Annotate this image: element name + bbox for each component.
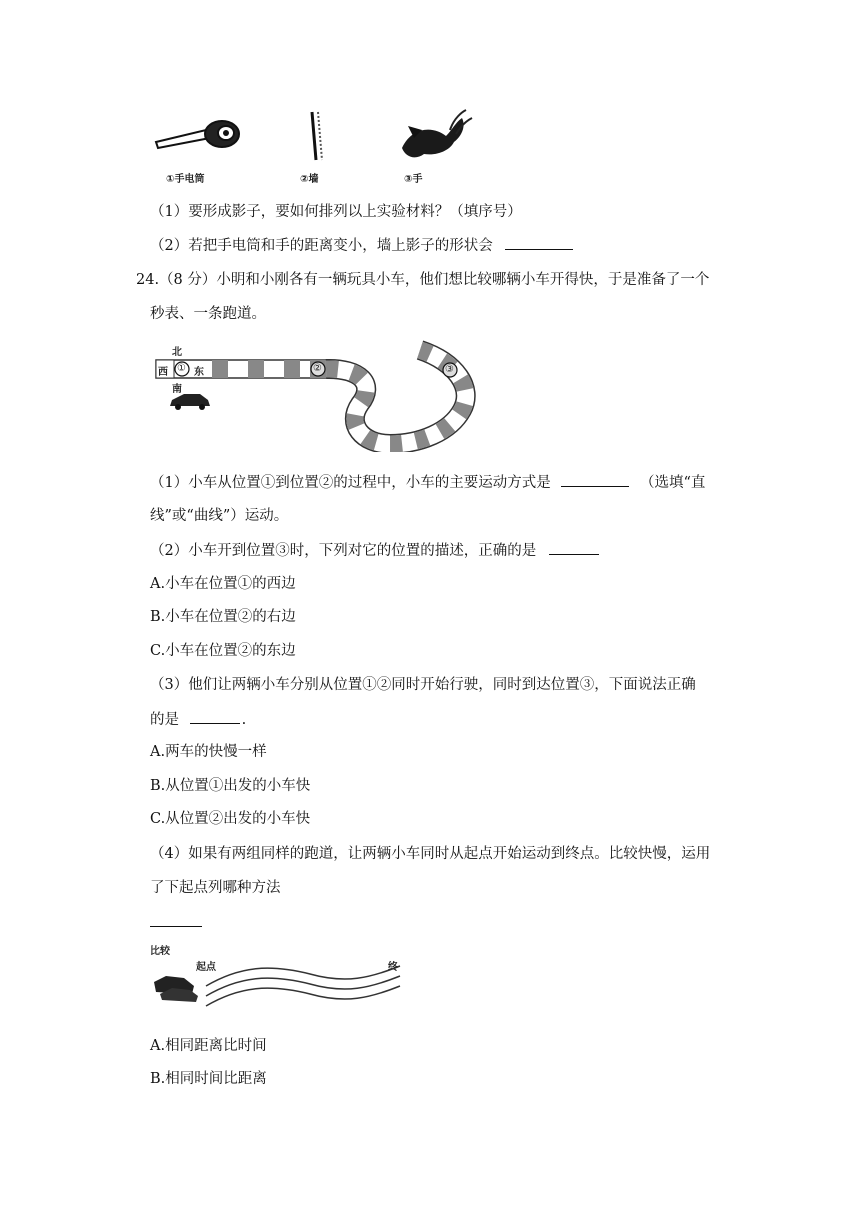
q24-s4-option-b[interactable]	[150, 1069, 267, 1089]
q24-intro	[136, 270, 709, 290]
q24-s4-option-a[interactable]	[150, 1036, 267, 1056]
option-text: C.小车在位置②的东边	[150, 643, 296, 659]
q24-s1-text-a: （1）小车从位置①到位置②的过程中，小车的主要运动方式是	[150, 475, 551, 491]
q24-s1	[150, 472, 705, 493]
map-label-south: 南	[172, 384, 182, 395]
q23-part2-text: （2）若把手电筒和手的距离变小，墙上影子的形状会	[150, 238, 493, 254]
figure-track-map	[150, 340, 480, 452]
option-text: A.两车的快慢一样	[150, 744, 267, 760]
q24-intro-line1: 24.（8 分）小明和小刚各有一辆玩具小车，他们想比较哪辆小车开得快，于是准备了一个	[136, 272, 710, 288]
q24-s1-cont	[150, 506, 288, 526]
q24-s3-option-a[interactable]	[150, 742, 267, 762]
q24-s4-line2: 了下起点列哪种方法	[150, 880, 281, 896]
q24-intro-2	[150, 304, 266, 324]
map-label-east: 东	[194, 367, 204, 378]
flashlight-icon	[156, 121, 239, 148]
q24-s3-line1: （3）他们让两辆小车分别从位置①②同时开始行驶，同时到达位置③，下面说法正确	[150, 677, 696, 693]
q24-s2	[150, 540, 599, 561]
q24-s4-cont	[150, 878, 281, 898]
q24-intro-line2: 秒表、一条跑道。	[150, 306, 266, 322]
option-text: B.小车在位置②的右边	[150, 609, 296, 625]
q23-part1	[150, 202, 522, 222]
q24-s4-line1: （4）如果有两组同样的跑道，让两辆小车同时从起点开始运动到终点。比较快慢，运用	[150, 846, 711, 862]
answer-blank[interactable]	[505, 235, 573, 250]
option-text: A.相同距离比时间	[150, 1038, 267, 1054]
caption-wall: ②墙	[300, 174, 319, 185]
track-label-end: 终	[388, 962, 398, 973]
q23-part2	[150, 235, 573, 256]
track-label-start: 起点	[196, 962, 216, 973]
track-illustration	[150, 340, 480, 452]
option-text: B.从位置①出发的小车快	[150, 778, 311, 794]
caption-hand: ③手	[404, 174, 423, 185]
figure-shadow-materials	[150, 108, 480, 190]
q24-s3-option-b[interactable]	[150, 776, 310, 796]
q24-s2-text: （2）小车开到位置③时，下列对它的位置的描述，正确的是	[150, 543, 537, 559]
answer-blank[interactable]	[561, 472, 629, 487]
figure-two-tracks	[150, 938, 410, 1020]
option-text: A.小车在位置①的西边	[150, 576, 296, 592]
option-text: C.从位置②出发的小车快	[150, 811, 311, 827]
q24-s1-line2: 线”或“曲线”）运动。	[150, 508, 289, 524]
toy-cars-icon	[154, 976, 198, 1002]
q24-s2-option-c[interactable]	[150, 641, 296, 661]
hand-icon	[402, 110, 472, 157]
caption-flashlight: ①手电筒	[166, 174, 205, 185]
option-text: B.相同时间比距离	[150, 1071, 267, 1087]
answer-blank[interactable]	[190, 709, 240, 724]
track-label-compare: 比较	[150, 946, 170, 957]
q24-s3-text-a: 的是	[150, 712, 179, 728]
map-label-pos1: ①	[177, 363, 186, 374]
q23-part1-text: （1）要形成影子，要如何排列以上实验材料？（填序号）	[150, 204, 522, 220]
q24-s3	[150, 675, 696, 695]
tracks-illustration	[150, 938, 410, 1020]
q24-s4	[150, 844, 710, 864]
q24-s3-option-c[interactable]	[150, 809, 310, 829]
map-label-west: 西	[158, 367, 168, 378]
answer-blank[interactable]	[549, 540, 599, 555]
q24-s2-option-b[interactable]	[150, 607, 296, 627]
map-label-pos2: ②	[313, 363, 322, 374]
wall-icon	[312, 112, 322, 160]
toy-car-icon	[170, 394, 210, 410]
q24-s3-cont	[150, 709, 246, 730]
answer-blank[interactable]	[150, 912, 202, 927]
map-label-pos3: ③	[445, 364, 454, 375]
q24-s3-text-b: .	[241, 712, 247, 728]
q24-s1-text-b: （选填“直	[639, 475, 706, 491]
q24-s2-option-a[interactable]	[150, 574, 296, 594]
map-label-north: 北	[172, 347, 182, 358]
